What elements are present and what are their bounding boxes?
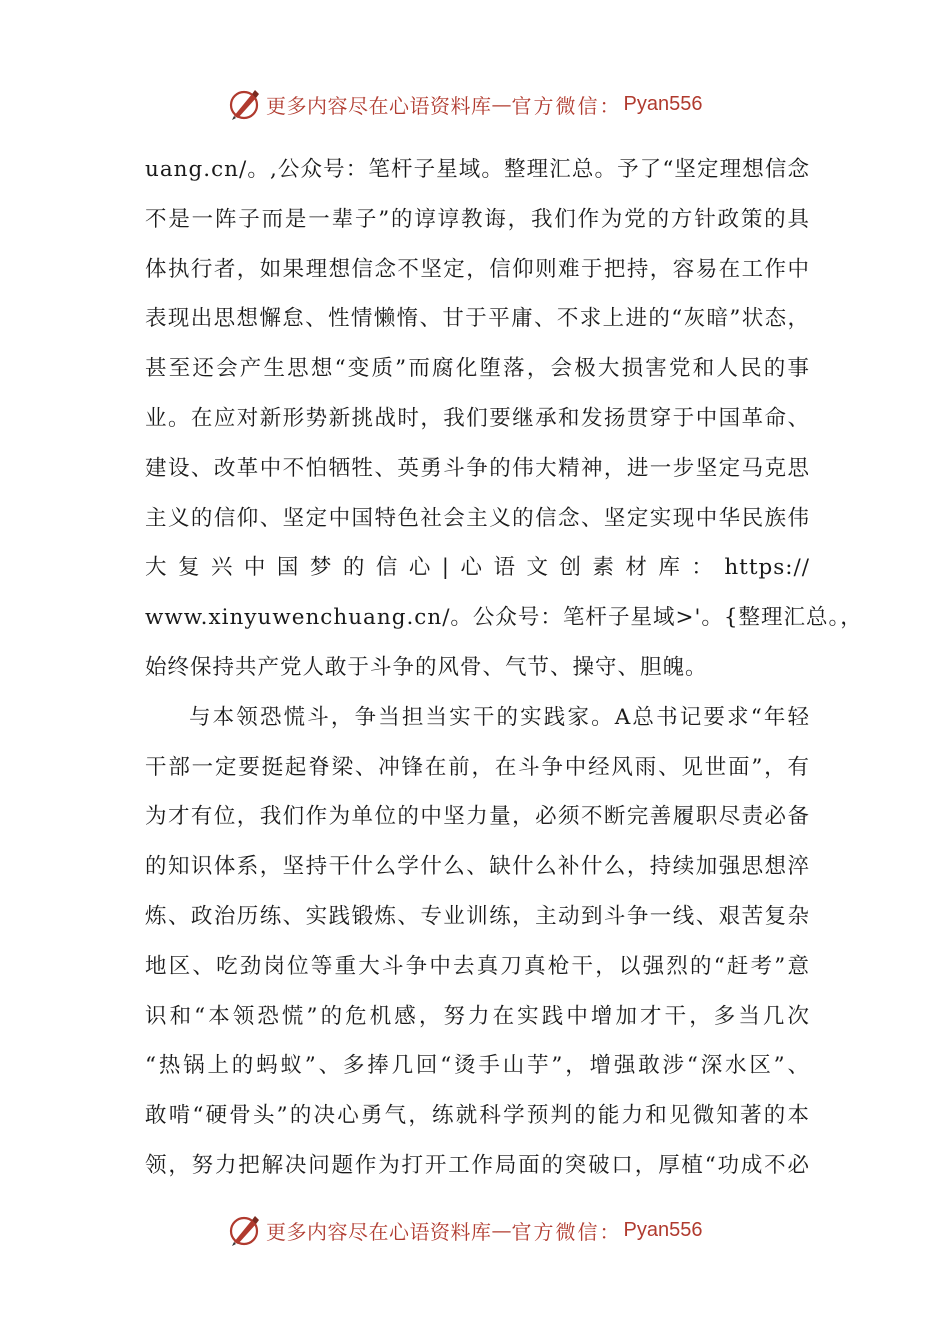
footer-banner (226, 1210, 702, 1250)
text-line: 体执行者，如果理想信念不坚定，信仰则难于把持，容易在工作中 (145, 256, 810, 282)
text-line: 炼、政治历练、实践锻炼、专业训练，主动到斗争一线、艰苦复杂 (145, 903, 810, 929)
text-line: “热锅上的蚂蚁”、多捧几回“烫手山芋”，增强敢涉“深水区”、 (145, 1053, 810, 1079)
text-line: 的知识体系，坚持干什么学什么、缺什么补什么，持续加强思想淬 (145, 854, 810, 880)
text-line: 不是一阵子而是一辈子”的谆谆教诲，我们作为党的方针政策的具 (145, 206, 810, 232)
text-line: 主义的信仰、坚定中国特色社会主义的信念、坚定实现中华民族伟 (145, 505, 810, 531)
footer-banner-text: 更多内容尽在心语资料库 (266, 1219, 492, 1244)
text-line: 大复兴中国梦的信心|心语文创素材库：https:// (145, 555, 810, 581)
pen-logo-icon (226, 1212, 262, 1248)
text-line: 表现出思想懈怠、性情懒惰、甘于平庸、不求上进的“灰暗”状态， (145, 306, 810, 332)
text-line: 为才有位，我们作为单位的中坚力量，必须不断完善履职尽责必备 (145, 804, 810, 830)
text-line: 干部一定要挺起脊梁、冲锋在前，在斗争中经风雨、见世面”，有 (145, 754, 810, 780)
document-body (145, 145, 863, 1191)
text-line: 地区、吃劲岗位等重大斗争中去真刀真枪干，以强烈的“赶考”意 (145, 953, 810, 979)
pen-logo-icon (226, 86, 262, 122)
header-banner-text: 更多内容尽在心语资料库 (266, 93, 492, 118)
text-line: 建设、改革中不怕牺牲、英勇斗争的伟大精神，进一步坚定马克思 (145, 455, 810, 481)
header-separator: — (491, 92, 512, 116)
text-line: www.xinyuwenchuang.cn/。公众号：笔杆子星域>'。{整理汇总。， (145, 605, 863, 631)
header-banner (226, 84, 702, 124)
text-line: 敢啃“硬骨头”的决心勇气，练就科学预判的能力和见微知著的本 (145, 1103, 810, 1129)
text-line: 领，努力把解决问题作为打开工作局面的突破口，厚植“功成不必 (145, 1152, 810, 1178)
header-contact-id: Pyan556 (623, 92, 703, 115)
header-contact-prefix: 官方微信： (511, 93, 622, 118)
footer-contact-id: Pyan556 (623, 1218, 703, 1241)
footer-contact-prefix: 官方微信： (511, 1219, 622, 1244)
text-line: uang.cn/。,公众号：笔杆子星域。整理汇总。予了“坚定理想信念 (145, 157, 810, 182)
text-line: 业。在应对新形势新挑战时，我们要继承和发扬贯穿于中国革命、 (145, 405, 810, 431)
footer-separator: — (491, 1218, 512, 1242)
text-line: 识和“本领恐慌”的危机感，努力在实践中增加才干，多当几次 (145, 1003, 810, 1029)
text-line: 甚至还会产生思想“变质”而腐化堕落，会极大损害党和人民的事 (145, 356, 810, 382)
paragraph-start-line: 与本领恐慌斗，争当担当实干的实践家。A总书记要求“年轻 (189, 704, 810, 730)
text-line: 始终保持共产党人敢于斗争的风骨、气节、操守、胆魄。 (145, 654, 708, 680)
